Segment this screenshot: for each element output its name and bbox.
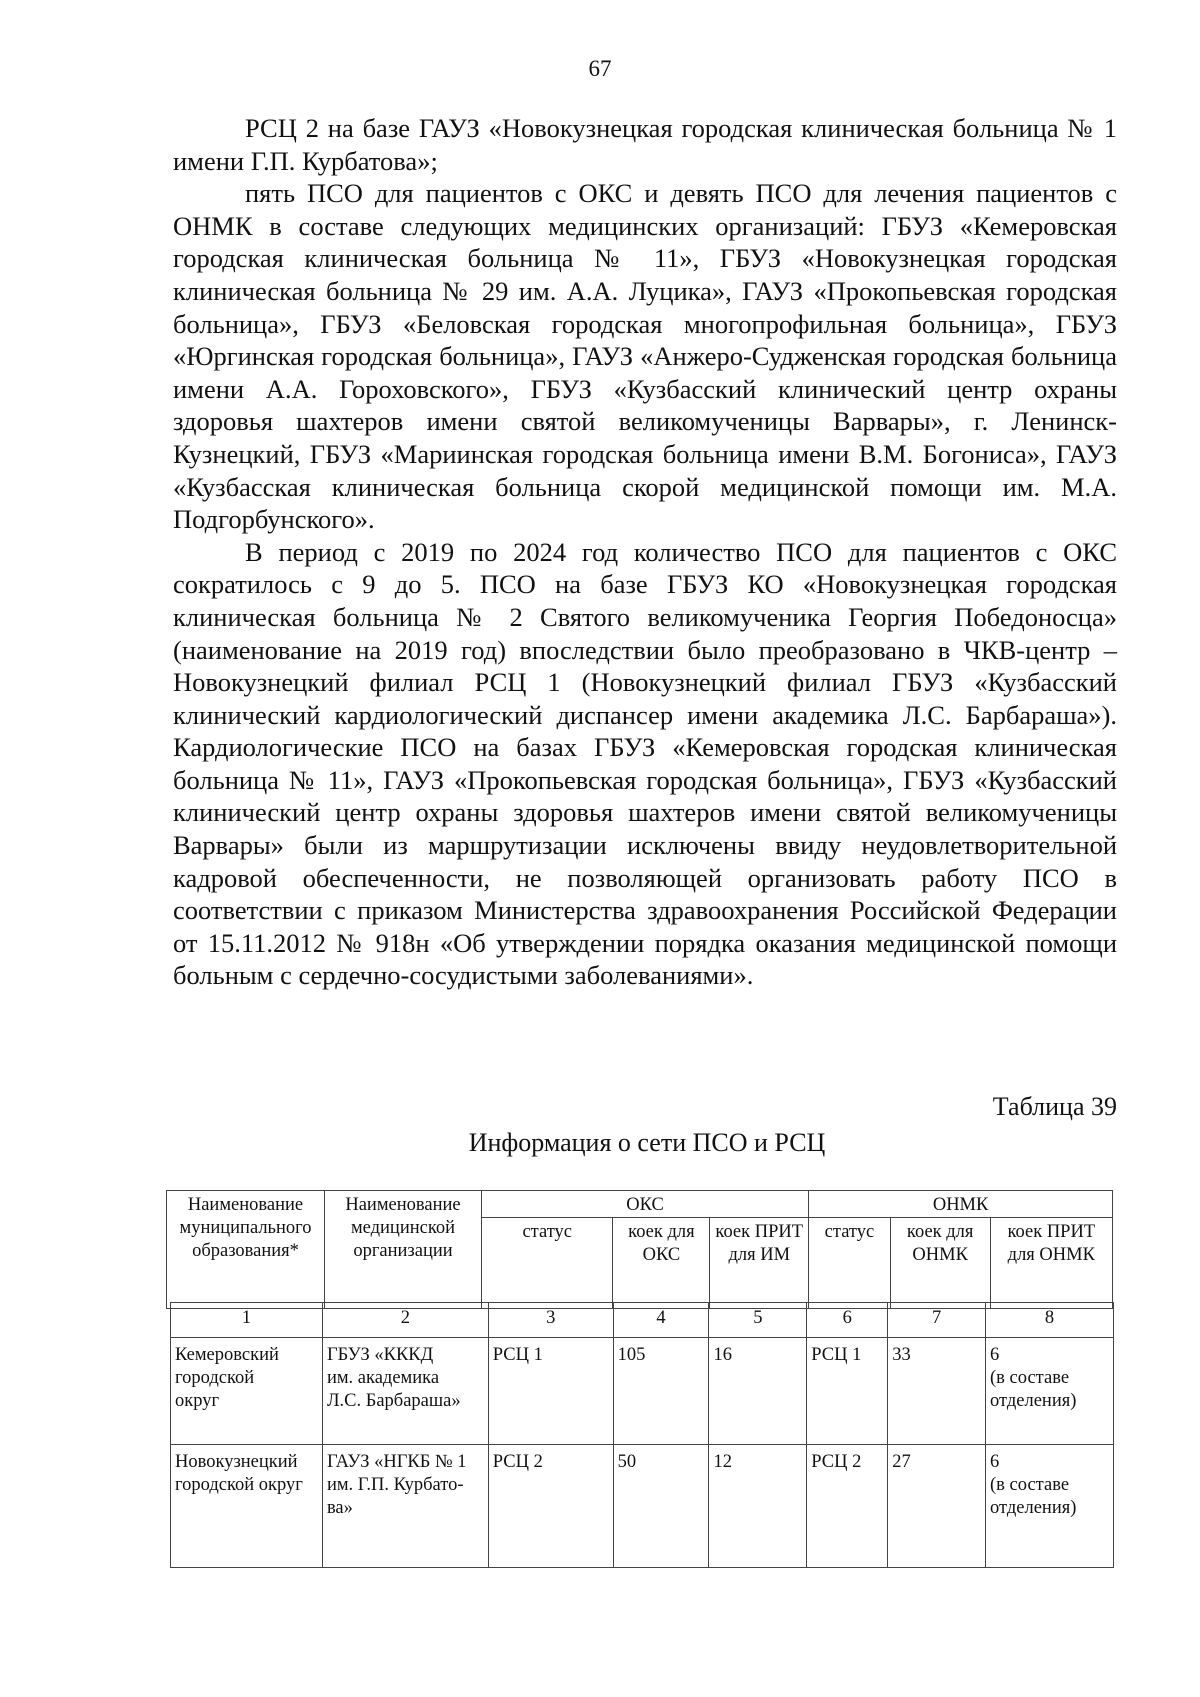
cell-onmk-prit: 6 (в составе отделения): [986, 1338, 1114, 1445]
cell-oks-beds: 50: [613, 1445, 709, 1568]
header-onmk-prit: коек ПРИТ для ОНМК: [990, 1218, 1112, 1309]
column-number: 8: [986, 1303, 1114, 1338]
header-oks-status: статус: [481, 1218, 613, 1309]
table-row: [171, 1445, 1114, 1568]
column-number: 1: [171, 1303, 323, 1338]
cell-oks-status: РСЦ 2: [488, 1445, 613, 1568]
cell-oks-prit: 12: [709, 1445, 807, 1568]
header-oks-prit: коек ПРИТ для ИМ: [710, 1218, 809, 1309]
table-header: [166, 1190, 1113, 1309]
header-onmk-group: ОНМК: [809, 1191, 1113, 1218]
cell-organization: ГАУЗ «НГКБ № 1 им. Г.П. Курбато- ва»: [322, 1445, 488, 1568]
column-number: 7: [888, 1303, 986, 1338]
body-text: [173, 112, 1117, 992]
column-number: 5: [709, 1303, 807, 1338]
header-oks-group: ОКС: [481, 1191, 808, 1218]
paragraph: РСЦ 2 на базе ГАУЗ «Новокузнецкая городская клиническая больница № 1 имени Г.П. Курбатова»;: [173, 113, 1117, 176]
column-number-row: [171, 1303, 1114, 1338]
cell-onmk-status: РСЦ 2: [807, 1445, 888, 1568]
column-number: 3: [488, 1303, 613, 1338]
header-onmk-beds: коек для ОНМК: [890, 1218, 990, 1309]
column-number: 6: [807, 1303, 888, 1338]
cell-municipality: Новокузнецкий городской округ: [171, 1445, 323, 1568]
cell-municipality: Кемеровский городской округ: [171, 1338, 323, 1445]
column-number: 4: [613, 1303, 709, 1338]
header-onmk-status: статус: [809, 1218, 891, 1309]
header-oks-beds: коек для ОКС: [613, 1218, 710, 1309]
cell-onmk-status: РСЦ 1: [807, 1338, 888, 1445]
table-body: [170, 1302, 1114, 1568]
page-number: 67: [588, 56, 612, 81]
paragraph: пять ПСО для пациентов с ОКС и девять ПСО для лечения пациентов с ОНМК в составе следующих медицинских организаций: ГБУЗ «Кемеровская городская клиническая больница № 11», ГБУЗ «Новокузнецкая городская клиническая больница № 29 им. А.А. Луцика», ГАУЗ «Прокопьевская городская больница», ГБУЗ «Беловская городская многопрофильная больница», ГБУЗ «Юргинская городская больница», ГАУЗ «Анжеро-Судженская городская больница имени А.А. Гороховского», ГБУЗ «Кузбасский клинический центр охраны здоровья шахтеров имени святой великомученицы Варвары», г. Ленинск-Кузнецкий, ГБУЗ «Мариинская городская больница имени В.М. Богониса», ГАУЗ «Кузбасская клиническая больница скорой медицинской помощи им. М.А. Подгорбунского».: [173, 178, 1117, 535]
cell-organization: ГБУЗ «КККД им. академика Л.С. Барбараша»: [322, 1338, 488, 1445]
table-title: Информация о сети ПСО и РСЦ: [468, 1128, 826, 1157]
paragraph: В период с 2019 по 2024 год количество ПСО для пациентов с ОКС сократилось с 9 до 5. ПСО на базе ГБУЗ КО «Новокузнецкая городская клиническая больница № 2 Святого великомученика Георгия Победоносца» (наименование на 2019 год) впоследствии было преобразовано в ЧКВ-центр – Новокузнецкий филиал РСЦ 1 (Новокузнецкий филиал ГБУЗ «Кузбасский клинический кардиологический диспансер имени академика Л.С. Барбараша»). Кардиологические ПСО на базах ГБУЗ «Кемеровская городская клиническая больница № 11», ГАУЗ «Прокопьевская городская больница», ГБУЗ «Кузбасский клинический центр охраны здоровья шахтеров имени святой великомученицы Варвары» были из маршрутизации исключены ввиду неудовлетворительной кадровой обеспеченности, не позволяющей организовать работу ПСО в соответствии с приказом Министерства здравоохранения Российской Федерации от 15.11.2012 № 918н «Об утверждении порядка оказания медицинской помощи больным с сердечно-сосудистыми заболеваниями».: [173, 536, 1117, 991]
table-row: [171, 1338, 1114, 1445]
header-municipality: Наименование муниципального образования*: [167, 1191, 325, 1309]
cell-onmk-beds: 33: [888, 1338, 986, 1445]
column-number: 2: [322, 1303, 488, 1338]
cell-onmk-beds: 27: [888, 1445, 986, 1568]
cell-oks-beds: 105: [613, 1338, 709, 1445]
cell-onmk-prit: 6 (в составе отделения): [986, 1445, 1114, 1568]
cell-oks-prit: 16: [709, 1338, 807, 1445]
header-organization: Наименование медицинской организации: [325, 1191, 482, 1309]
table-caption: Таблица 39: [992, 1092, 1117, 1121]
cell-oks-status: РСЦ 1: [488, 1338, 613, 1445]
